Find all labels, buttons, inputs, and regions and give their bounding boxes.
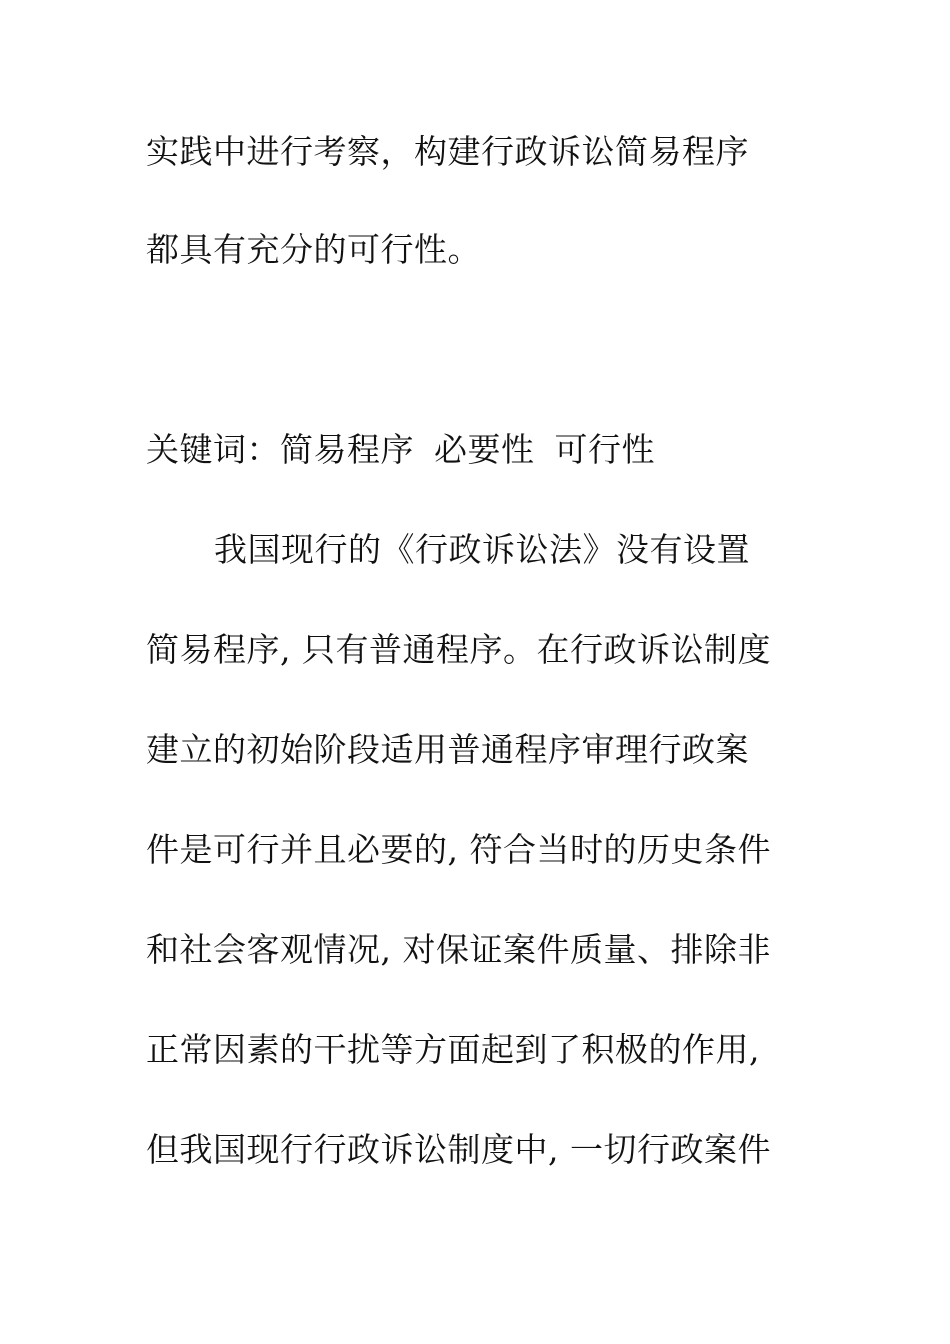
body-line-6: 正常因素的干扰等方面起到了积极的作用, (146, 1030, 760, 1069)
body-line-2: 简易程序, 只有普通程序。在行政诉讼制度 (146, 630, 771, 669)
abstract-line-2: 都具有充分的可行性。 (146, 230, 481, 269)
abstract-line-1: 实践中进行考察，构建行政诉讼简易程序 (146, 132, 749, 171)
body-line-3: 建立的初始阶段适用普通程序审理行政案 (146, 730, 749, 769)
keyword-item: 简易程序 (280, 430, 414, 469)
keyword-item: 必要性 (434, 430, 535, 469)
body-line-1: 我国现行的《行政诉讼法》没有设置 (214, 530, 750, 569)
keywords-line (146, 430, 806, 470)
keywords-label: 关键词： (146, 430, 280, 469)
body-line-4: 件是可行并且必要的, 符合当时的历史条件 (146, 830, 771, 869)
keyword-item: 可行性 (554, 430, 655, 469)
body-line-5: 和社会客观情况, 对保证案件质量、排除非 (146, 930, 771, 969)
body-line-7: 但我国现行行政诉讼制度中, 一切行政案件 (146, 1130, 771, 1169)
